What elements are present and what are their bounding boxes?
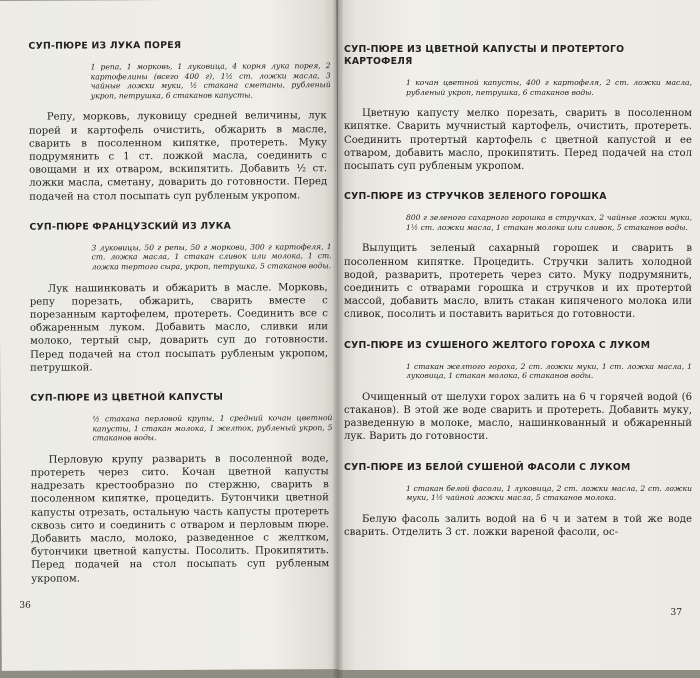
page-number: 36	[19, 600, 31, 611]
recipe-title: СУП-ПЮРЕ ИЗ ЛУКА ПОРЕЯ	[28, 39, 182, 52]
recipe	[344, 44, 692, 173]
recipe	[28, 39, 331, 203]
recipe-title: СУП-ПЮРЕ ФРАНЦУЗСКИЙ ИЗ ЛУКА	[29, 220, 232, 233]
page-number: 37	[670, 608, 682, 618]
recipe	[344, 462, 692, 540]
recipe-ingredients: 3 луковицы, 50 г репы, 50 г моркови, 300 г картофеля, 1 ст. ложка масла, 1 стакан сливок или молока, 1 ст. ложка тертого сыра, укроп, петрушка, 5 стаканов воды.	[91, 241, 332, 272]
book-gutter-shadow	[333, 0, 343, 678]
recipe-text: Цветную капусту мелко порезать, сварить в посоленном кипятке. Сварить мучнистый картофель, очистить, протереть. Соединить протертый картофель с цветной капустой и ее отваром, добавить масло, прокипятить. Перед подачей на стол посыпать суп рубленым укропом.	[344, 108, 692, 172]
recipe-text: Перловую крупу разварить в посоленной воде, протереть через сито. Кочан цветной капусты надрезать крестообразно по стержню, сварить в посоленном кипятке, процедить. Бутончики цветной капусты отрезать, остальную часть капусты протереть сквозь сито и соединить с отваром и перловым пюре. Добавить масло, молоко, разведенное с желтком, бутончики цветной капусты. Посолить. Прокипятить. Перед подачей на стол посыпать суп рубленым укропом.	[30, 452, 330, 585]
recipe-ingredients: 1 кочан цветной капусты, 400 г картофеля, 2 ст. ложки масла, рубленый укроп, петрушка, 6 стаканов воды.	[406, 78, 692, 97]
recipe-text: Репу, морковь, луковицу средней величины, лук порей и картофель очистить, обжарить в масле, сварить в посоленном кипятке, протереть. Муку подрумянить с 1 ст. ложкой масла, соединить с овощами и их отваром, вскипятить. Добавить ½ ст. ложки масла, сметану, доварить до готовности. Перед подачей на стол посыпать суп рубленым укропом.	[28, 110, 328, 203]
recipe	[29, 220, 332, 375]
recipe-title: СУП-ПЮРЕ ИЗ ЦВЕТНОЙ КАПУСТЫ И ПРОТЕРТОГО КАРТОФЕЛЯ	[344, 44, 625, 67]
recipe-text: Лук нашинковать и обжарить в масле. Морковь, репу порезать, обжарить, сварить вместе с порезанным картофелем, протереть. Соединить все с обжаренным луком. Добавить масло, сливки или молоко, тертый сыр, доварить суп до готовности. Перед подачей на стол посыпать рубленым укропом, петрушкой.	[29, 281, 329, 374]
recipe-title: СУП-ПЮРЕ ИЗ СТРУЧКОВ ЗЕЛЕНОГО ГОРОШКА	[344, 191, 607, 203]
recipe-text: Очищенный от шелухи горох залить на 6 ч горячей водой (6 стаканов). В этой же воде сварить и протереть. Добавить муку, разведенную в молоке, масло, нашинкованный и обжаренный лук. Варить до готовности.	[344, 391, 692, 443]
recipe-ingredients: ½ стакана перловой крупы, 1 средний кочан цветной капусты, 1 стакан молока, 1 желток, рубленый укроп, 5 стаканов воды.	[92, 413, 333, 443]
recipe-ingredients: 800 г зеленого сахарного горошка в стручках, 2 чайные ложки муки, 1½ ст. ложки масла, 1 стакан молока или сливок, 5 стаканов воды.	[406, 213, 692, 232]
recipe	[30, 391, 333, 585]
recipe-ingredients: 1 стакан белой фасоли, 1 луковица, 2 ст. ложки масла, 2 ст. ложки муки, 1½ чайной ложки масла, 5 стаканов молока.	[406, 483, 692, 503]
right-page	[338, 0, 700, 670]
recipe-ingredients: 1 репа, 1 морковь, 1 луковица, 4 корня лука порея, 2 картофелины (всего 400 г), 1½ ст. ложки масла, 3 чайные ложки муки, ½ стакана сметаны, рубленый укроп, петрушка, 6 стаканов капусты.	[90, 61, 331, 101]
recipe-title: СУП-ПЮРЕ ИЗ ЦВЕТНОЙ КАПУСТЫ	[30, 391, 224, 404]
recipe-ingredients: 1 стакан желтого гороха, 2 ст. ложки муки, 1 ст. ложка масла, 1 луковица, 1 стакан молока, 6 стаканов воды.	[406, 361, 692, 381]
recipe-title: СУП-ПЮРЕ ИЗ БЕЛОЙ СУШЕНОЙ ФАСОЛИ С ЛУКОМ	[344, 461, 631, 473]
recipe	[344, 340, 692, 444]
left-page	[0, 0, 340, 671]
recipe-text: Белую фасоль залить водой на 6 ч и затем в той же воде сварить. Отделить 3 ст. ложки вареной фасоли, ос-	[344, 513, 692, 538]
recipe-title: СУП-ПЮРЕ ИЗ СУШЕНОГО ЖЕЛТОГО ГОРОХА С ЛУКОМ	[344, 339, 651, 351]
recipe-text: Вылущить зеленый сахарный горошек и сварить в посоленном кипятке. Процедить. Стручки залить холодной водой, разварить, протереть через сито. Муку подрумянить, соединить с отварами горошка и стручков и их протертой массой, добавить масло, влить стакан кипяченого молока или сливок, посолить и поставить вариться до готовности.	[344, 243, 692, 321]
recipe	[344, 191, 692, 321]
